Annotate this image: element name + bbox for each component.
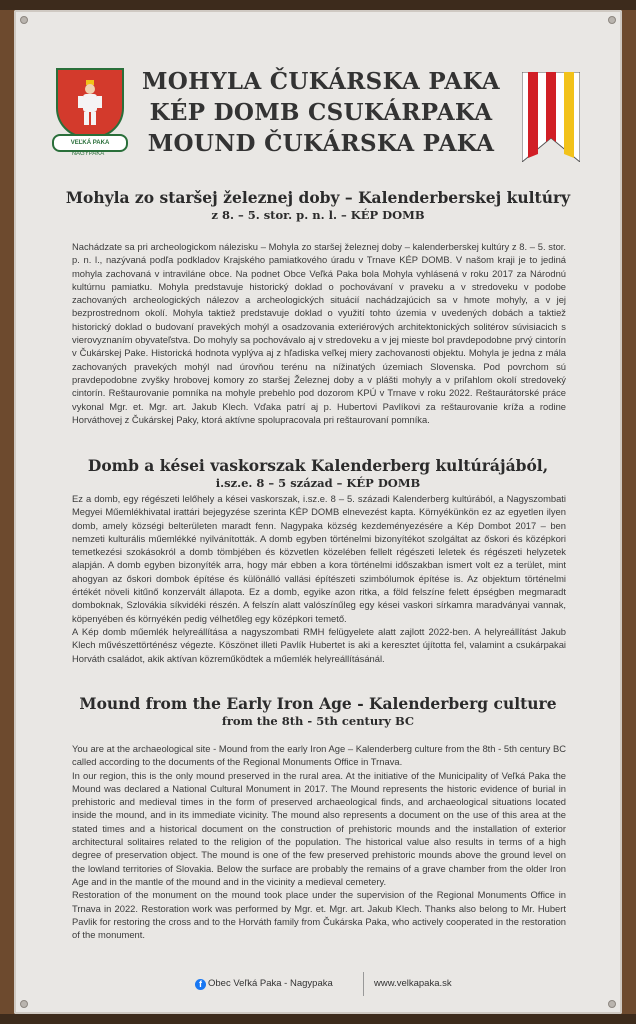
information-panel — [14, 10, 622, 1014]
section-subheading: from the 8th - 5th century BC — [221, 714, 415, 728]
body-paragraph: A Kép domb műemlék helyreállítása a nagyszombati RMH felügyelete alatt zajlott 2022-ben. A helyreállítást Jakub Klech művészettörténész végezte. Köszönet illeti Pavlík Hubertet is aki a keresztet újította fel, valamint a csukárpakai Horváth családot, akik aktívan közreműködtek a műemlék helyreállításánál. — [72, 625, 566, 664]
body-paragraph: Restoration of the monument on the mound took place under the supervision of the Regional Monuments Office in Trnava in 2022. Restoration work was performed by Mgr. et. Mgr. art. Jakub Klech. Thanks also belong to Mr. Hubert Pavlik for restoring the cross and to the Horváth family from Čukárska Paka, who actively cooperated in the restoration of the monument. — [72, 889, 566, 941]
section-title-english — [34, 694, 602, 728]
coat-of-arms-icon — [56, 68, 124, 138]
panel-footer — [14, 970, 622, 996]
website-link[interactable]: www.velkapaka.sk — [374, 978, 452, 989]
wood-background-top — [0, 0, 636, 10]
body-paragraph: Nachádzate sa pri archeologickom nálezisku – Mohyla zo staršej železnej doby – kalenderberskej kultúry z 8. – 5. stor. p. n. l., nazývaná podľa podkladov Krajského pamiatkového úradu v Trnave KÉP DOMB. V našom kraji je to jediná mohyla zachovaná v intraviláne obce. Na podnet Obce Veľká Paka bola Mohyla vyhlásená v roku 2017 za Národnú kultúrnu pamiatku. Mohyla predstavuje historický doklad o pochovávaní v praveku a v stredoveku v podobe zachovaných archeologických nálezov a archeologických situácií nachádzajúcich sa v hmote mohyly, a v jej bezprostrednom okolí. Mohyla taktiež predstavuje doklad o využití tohto územia v uvedených dobách a taktiež historický doklad o budovaní pravekých mohýl a osadzovania exteriérových architektonických solitérov súvisiacich s vierovyznaním obyvateľstva. Do mohyly sa pochovávalo aj v stredoveku a v jej mieste bol pravdepodobne prvý cintorín v Čukárskej Pake. Historická hodnota vyplýva aj z hľadiska veľkej miery zachovanosti objektu. Mohyla je jedna z mála zachovaných pravekých mohýl nad úrovňou terénu na nížinatých územiach Slovenska. Pod povrchom sú pravdepodobne zvyšky hrobovej komory zo staršej Železnej doby a v plášti mohyly a v priľahlom okolí stredoveký cintorín. Reštaurovanie pomníka na mohyle prebehlo pod dozorom KPÚ v Trnave v roku 2022. Reštaurátorské práce vykonal Mgr. et. Mgr. art. Jakub Klech. Vďaka patrí aj p. Hubertovi Pavlíkovi za reštaurovanie kríža a rodine Horváthovej z Čukárskej Paky, ktorá aktívne spolupracovala pri reštaurovaní pomníka. — [72, 241, 566, 425]
municipal-flag-icon — [522, 72, 580, 162]
section-heading: Domb a kései vaskorszak Kalenderberg kultúrájából, — [87, 456, 549, 475]
title-slovak: MOHYLA ČUKÁRSKA PAKA — [142, 68, 500, 95]
body-paragraph: In our region, this is the only mound preserved in the rural area. At the initiative of the Municipality of Veľká Paka the Mound was declared a National Cultural Monument in 2017. The Mound represents the historic evidence of burial in prehistoric and medieval times in the form of preserved archaeological finds, and archaeological situations located inside the mound, and in its immediate vicinity. The mound also represents a document on the use of this area at the stated times and a historical document on the construction of prehistoric mounds and the installation of exterior architectural solitaires related to the religion of the population. The historical value also results in terms of a high degree of preservation object. The mound is one of the few preserved prehistoric mounds above the ground level on the lowland territories of Slovakia. Below the surface are probably the remains of a grave chamber from the older Iron Age and in the mantle of the mound and in the vicinity a medieval cemetery. — [72, 769, 566, 887]
section-body-slovak — [72, 240, 566, 426]
title-hungarian: KÉP DOMB CSUKÁRPAKA — [149, 99, 493, 126]
section-title-hungarian — [34, 456, 602, 490]
body-paragraph: Ez a domb, egy régészeti lelőhely a kései vaskorszak, i.sz.e. 8 – 5. századi Kalenderberg kultúrából, a Nagyszombati Megyei Műemlékhivatal irattári bejegyzése szerinta KÉP DOMB elnevezést kapta. Környékünkön ez az egyetlen ilyen domb, amely községi belterületen maradt fenn. Nagypaka község kezdeményezésére a Kép Dombot 2017 – ben nemzeti kulturális műemlékké nyilvánították. A domb egyben történelmi bizonyítékot szolgáltat az őskori és középkori temetkezési szokásokról a domb tömbjében és közvetlen közelében fellelt régészeti leletek és régészeti helyzetek alapján. A domb egyben bizonyíték arra, hogy már ebben a kora történelmi időszakban ismert volt ez a terület, mint ahogyan az őskori dombok építése és különálló vallási építészeti szimbólumok építése is. Az objektum történelmi értékét növeli kitűnő konzervált állapota. Ez a domb, egyike azon ritka, a föld felszíne felett épségben megmaradt domboknak, Szlovákia síkvidéki részén. A felszín alatt valószínűleg egy kései vaskori sírkamra maradványai vannak, köpenyében és környékén pedig vélhetőleg egy középkori temető. — [72, 493, 566, 624]
bolt-icon — [20, 1000, 28, 1008]
section-body-hungarian — [72, 492, 566, 665]
knight-figure-icon — [76, 80, 104, 126]
wood-background-bottom — [0, 1014, 636, 1024]
crest-banner: VEĽKÁ PAKA — [52, 134, 128, 152]
footer-divider — [363, 972, 364, 996]
crest-subtitle: NAGYPAKA — [71, 151, 105, 157]
section-subheading: i.sz.e. 8 – 5 század – KÉP DOMB — [215, 476, 421, 490]
section-subheading: z 8. – 5. stor. p. n. l. – KÉP DOMB — [211, 208, 425, 222]
section-title-slovak — [34, 188, 602, 222]
facebook-link[interactable]: Obec Veľká Paka - Nagypaka — [208, 978, 333, 989]
section-heading: Mohyla zo staršej železnej doby – Kalenderberskej kultúry — [65, 188, 571, 207]
bolt-icon — [20, 16, 28, 24]
facebook-icon: f — [195, 979, 206, 990]
bolt-icon — [608, 1000, 616, 1008]
section-body-english — [72, 742, 566, 941]
body-paragraph: You are at the archaeological site - Mound from the early Iron Age – Kalenderberg culture from the 8th - 5th century BC called according to the documents of the Regional Monuments Office in Trnava. — [72, 743, 566, 768]
panel-header — [14, 50, 622, 170]
title-english: MOUND ČUKÁRSKA PAKA — [147, 130, 495, 157]
panel-titles — [136, 66, 506, 159]
bolt-icon — [608, 16, 616, 24]
section-heading: Mound from the Early Iron Age - Kalenderberg culture — [79, 694, 557, 713]
